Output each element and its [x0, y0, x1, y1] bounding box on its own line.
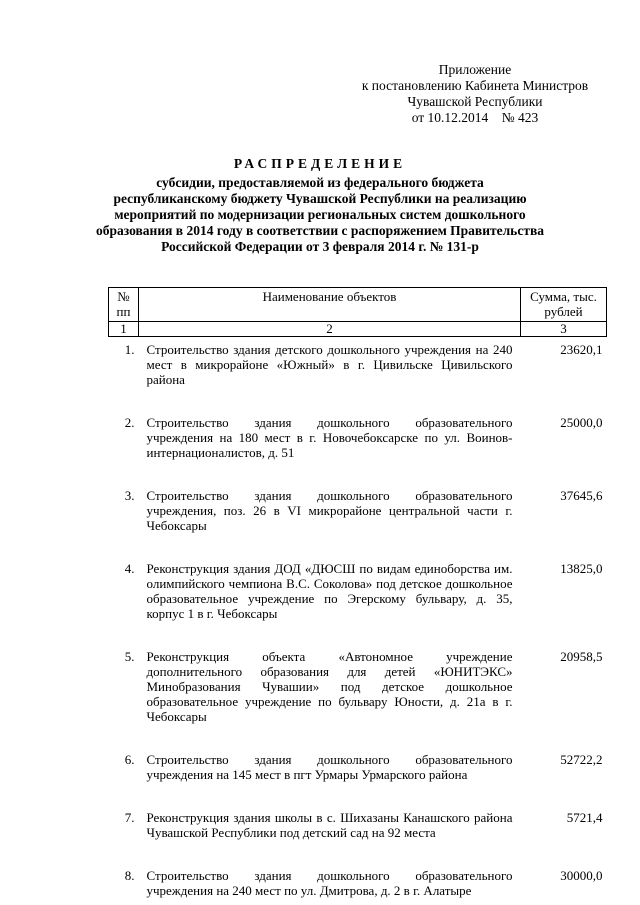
- title-heading: РАСПРЕДЕЛЕНИЕ: [233, 156, 407, 171]
- table-row: [109, 337, 607, 416]
- row-name: Реконструкция здания школы в с. Шихазаны Канашского района Чувашской Республики под детский сад на 92 места: [146, 810, 513, 840]
- table-row: [109, 868, 607, 898]
- header-num: № пп: [109, 288, 139, 322]
- row-sum: 37645,6: [560, 488, 603, 503]
- table-row: [109, 488, 607, 561]
- title-line: мероприятий по модернизации региональных систем дошкольного: [114, 207, 526, 222]
- row-sum: 23620,1: [560, 342, 603, 357]
- table-header-row: [109, 288, 607, 322]
- row-name: Строительство здания детского дошкольного учреждения на 240 мест в микрорайоне «Южный» в г. Цивильске Цивильского района: [146, 342, 513, 387]
- table-row: [109, 649, 607, 752]
- row-sum: 25000,0: [560, 415, 603, 430]
- table-row: [109, 810, 607, 868]
- row-number: 8.: [124, 868, 135, 883]
- row-sum: 13825,0: [560, 561, 603, 576]
- row-sum: 30000,0: [560, 868, 603, 883]
- appendix-block: [330, 62, 620, 126]
- row-number: 4.: [124, 561, 135, 576]
- row-number: 7.: [124, 810, 135, 825]
- row-number: 5.: [124, 649, 135, 664]
- column-number: 2: [139, 322, 521, 337]
- row-name: Реконструкция здания ДОД «ДЮСШ по видам единоборства им. олимпийского чемпиона В.С. Соколова» под детское дошкольное образовательное учреждение по Эгерскому бульвару, д. 35, корпус 1 в г. Чебоксары: [146, 561, 513, 621]
- table-row: [109, 752, 607, 810]
- appendix-republic: Чувашской Республики: [407, 94, 543, 109]
- row-number: 1.: [124, 342, 135, 357]
- table-row: [109, 561, 607, 649]
- row-sum: 20958,5: [560, 649, 603, 664]
- title-line: Российской Федерации от 3 февраля 2014 г. № 131-р: [161, 239, 479, 254]
- row-name: Строительство здания дошкольного образовательного учреждения на 180 мест в г. Новочебоксарске по ул. Воинов-интернационалистов, д. 51: [146, 415, 513, 460]
- row-number: 6.: [124, 752, 135, 767]
- table-row: [109, 415, 607, 488]
- row-name: Строительство здания дошкольного образовательного учреждения, поз. 26 в VI микрорайоне центральной части г. Чебоксары: [146, 488, 513, 533]
- title-line: субсидии, предоставляемой из федерального бюджета: [156, 175, 484, 190]
- document-title: [90, 156, 550, 255]
- objects-table: [108, 287, 607, 898]
- header-name: Наименование объектов: [139, 288, 521, 322]
- row-name: Строительство здания дошкольного образовательного учреждения на 145 мест в пгт Урмары Урмарского района: [146, 752, 513, 782]
- column-number: 3: [521, 322, 607, 337]
- column-numbers-row: [109, 322, 607, 337]
- row-number: 3.: [124, 488, 135, 503]
- appendix-date-number: от 10.12.2014 № 423: [411, 110, 539, 125]
- row-sum: 5721,4: [566, 810, 603, 825]
- column-number: 1: [109, 322, 139, 337]
- row-number: 2.: [124, 415, 135, 430]
- appendix-resolution: к постановлению Кабинета Министров: [361, 78, 589, 93]
- row-name: Реконструкция объекта «Автономное учреждение дополнительного образования для детей «ЮНИТЭКС» Минобразования Чувашии» под детское дошкольное образовательное учреждение по бульвару Юности, д. 21а в г. Чебоксары: [146, 649, 513, 724]
- row-sum: 52722,2: [560, 752, 603, 767]
- header-sum: Сумма, тыс. рублей: [521, 288, 607, 322]
- appendix-label: Приложение: [438, 62, 512, 77]
- row-name: Строительство здания дошкольного образовательного учреждения на 240 мест по ул. Дмитрова, д. 2 в г. Алатыре: [146, 868, 513, 898]
- title-line: республиканскому бюджету Чувашской Республики на реализацию: [113, 191, 527, 206]
- title-line: образования в 2014 году в соответствии с распоряжением Правительства: [96, 223, 544, 238]
